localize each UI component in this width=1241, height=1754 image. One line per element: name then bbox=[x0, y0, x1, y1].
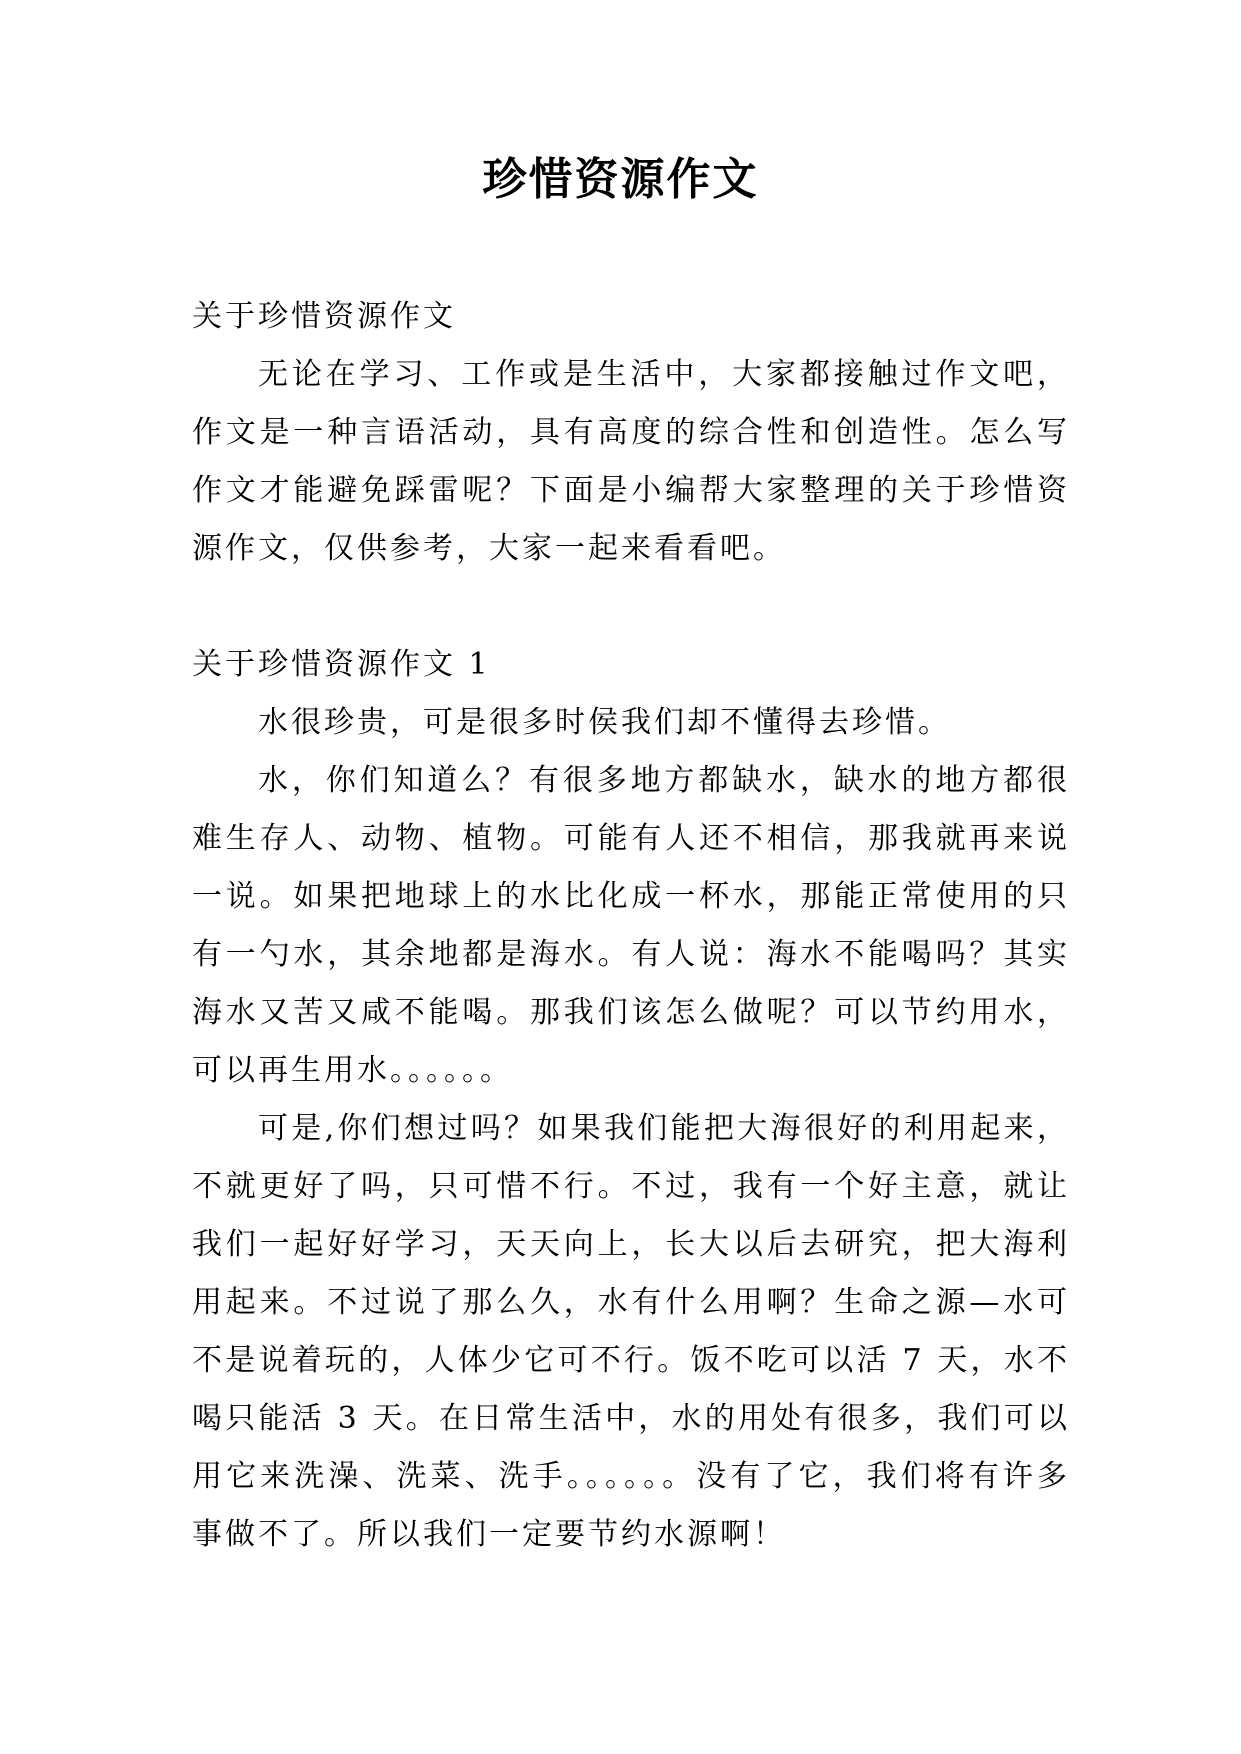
intro-heading: 关于珍惜资源作文 bbox=[192, 299, 456, 334]
essay-paragraph-2: 水，你们知道么？有很多地方都缺水，缺水的地方都很难生存人、动物、植物。可能有人还不相信，那我就再来说一说。如果把地球上的水比化成一杯水，那能正常使用的只有一勺水，其余地都是海水。有人说：海水不能喝吗？其实海水又苦又咸不能喝。那我们该怎么做呢？可以节约用水，可以再生用水。。。。。。 bbox=[192, 763, 1070, 1088]
essay-paragraph-1: 水很珍贵，可是很多时侯我们却不懂得去珍惜。 bbox=[258, 705, 951, 740]
document-title: 珍惜资源作文 bbox=[482, 154, 759, 205]
essay-heading: 关于珍惜资源作文 1 bbox=[192, 647, 491, 682]
intro-paragraph: 无论在学习、工作或是生活中，大家都接触过作文吧，作文是一种言语活动，具有高度的综合性和创造性。怎么写作文才能避免踩雷呢？下面是小编帮大家整理的关于珍惜资源作文，仅供参考，大家一起来看看吧。 bbox=[192, 357, 1070, 566]
section-spacer bbox=[192, 578, 1070, 636]
document-body bbox=[192, 288, 1070, 1564]
essay-paragraph-3: 可是,你们想过吗？如果我们能把大海很好的利用起来，不就更好了吗，只可惜不行。不过，我有一个好主意，就让我们一起好好学习，天天向上，长大以后去研究，把大海利用起来。不过说了那么久，水有什么用啊？生命之源—水可不是说着玩的，人体少它可不行。饭不吃可以活 7 天，水不喝只能活 3 天。在日常生活中，水的用处有很多，我们可以用它来洗澡、洗菜、洗手。。。。。。没有了它，我们将有许多事做不了。所以我们一定要节约水源啊！ bbox=[192, 1111, 1070, 1552]
